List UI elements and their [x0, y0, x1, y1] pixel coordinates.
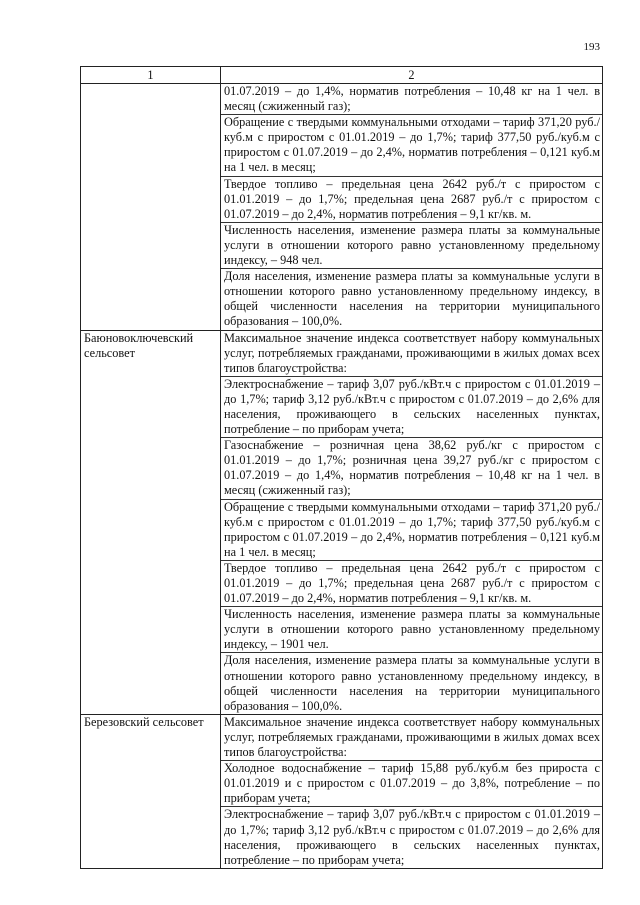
description-entry: Газоснабжение – розничная цена 38,62 руб./кг с приростом с 01.01.2019 – до 1,7%; розничная цена 39,27 руб./кг с приростом с 01.07.2019 – до 1,4%, норматив потребления – 10,48 кг на 1 чел. в месяц (сжиженный газ);	[221, 437, 602, 498]
description-entry: Твердое топливо – предельная цена 2642 руб./т с приростом с 01.01.2019 – до 1,7%; предельная цена 2687 руб./т с приростом с 01.07.2019 – до 2,4%, норматив потребления – 9,1 кг/кв. м.	[221, 560, 602, 606]
document-table	[80, 66, 603, 869]
description-entry: Численность населения, изменение размера платы за коммунальные услуги в отношении которого равно установленному предельному индексу, – 1901 чел.	[221, 606, 602, 652]
table-row	[81, 714, 603, 868]
column-header-2: 2	[221, 67, 603, 84]
description-cell	[221, 84, 603, 331]
description-cell	[221, 330, 603, 714]
district-name-cell	[81, 330, 221, 714]
description-entry: Обращение с твердыми коммунальными отходами – тариф 371,20 руб./куб.м с приростом с 01.01.2019 – до 1,7%; тариф 377,50 руб./куб.м с приростом с 01.07.2019 – до 2,4%, норматив потребления – 0,121 куб.м на 1 чел. в месяц;	[221, 114, 602, 175]
table-header-row	[81, 67, 603, 84]
column-header-1: 1	[81, 67, 221, 84]
page-number: 193	[583, 41, 600, 53]
table-row	[81, 330, 603, 714]
description-entry: Электроснабжение – тариф 3,07 руб./кВт.ч с приростом с 01.01.2019 – до 1,7%; тариф 3,12 руб./кВт.ч с приростом с 01.07.2019 – до 2,6% для населения, проживающего в сельских населенных пунктах, потребление – по приборам учета;	[221, 806, 602, 867]
district-name-cell	[81, 84, 221, 331]
description-entry: Электроснабжение – тариф 3,07 руб./кВт.ч с приростом с 01.01.2019 – до 1,7%; тариф 3,12 руб./кВт.ч с приростом с 01.07.2019 – до 2,6% для населения, проживающего в сельских населенных пунктах, потребление – по приборам учета;	[221, 376, 602, 437]
description-entry: Доля населения, изменение размера платы за коммунальные услуги в отношении которого равно установленному предельному индексу, в общей численности населения на территории муниципального образования – 100,0%.	[221, 652, 602, 713]
description-entry: 01.07.2019 – до 1,4%, норматив потребления – 10,48 кг на 1 чел. в месяц (сжиженный газ);	[224, 84, 600, 114]
description-entry: Обращение с твердыми коммунальными отходами – тариф 371,20 руб./куб.м с приростом с 01.01.2019 – до 1,7%; тариф 377,50 руб./куб.м с приростом с 01.07.2019 – до 2,4%, норматив потребления – 0,121 куб.м на 1 чел. в месяц;	[221, 499, 602, 560]
district-name: Баюновоключевский сельсовет	[84, 330, 194, 360]
description-entry: Максимальное значение индекса соответствует набору коммунальных услуг, потребляемых гражданами, проживающими в жилых домах всех типов благоустройства:	[224, 330, 600, 375]
description-entry: Холодное водоснабжение – тариф 15,88 руб./куб.м без прироста с 01.01.2019 и с приростом с 01.07.2019 – до 3,8%, потребление – по приборам учета;	[221, 760, 602, 806]
description-entry: Максимальное значение индекса соответствует набору коммунальных услуг, потребляемых гражданами, проживающими в жилых домах всех типов благоустройства:	[224, 714, 600, 760]
description-entry: Доля населения, изменение размера платы за коммунальные услуги в отношении которого равно установленному предельному индексу, в общей численности населения на территории муниципального образования – 100,0%.	[221, 268, 602, 329]
table-row	[81, 84, 603, 331]
description-entry: Численность населения, изменение размера платы за коммунальные услуги в отношении которого равно установленному предельному индексу, – 948 чел.	[221, 222, 602, 268]
description-cell	[221, 714, 603, 868]
district-name: Березовский сельсовет	[84, 714, 204, 729]
district-name-cell	[81, 714, 221, 868]
description-entry: Твердое топливо – предельная цена 2642 руб./т с приростом с 01.01.2019 – до 1,7%; предельная цена 2687 руб./т с приростом с 01.07.2019 – до 2,4%, норматив потребления – 9,1 кг/кв. м.	[221, 176, 602, 222]
